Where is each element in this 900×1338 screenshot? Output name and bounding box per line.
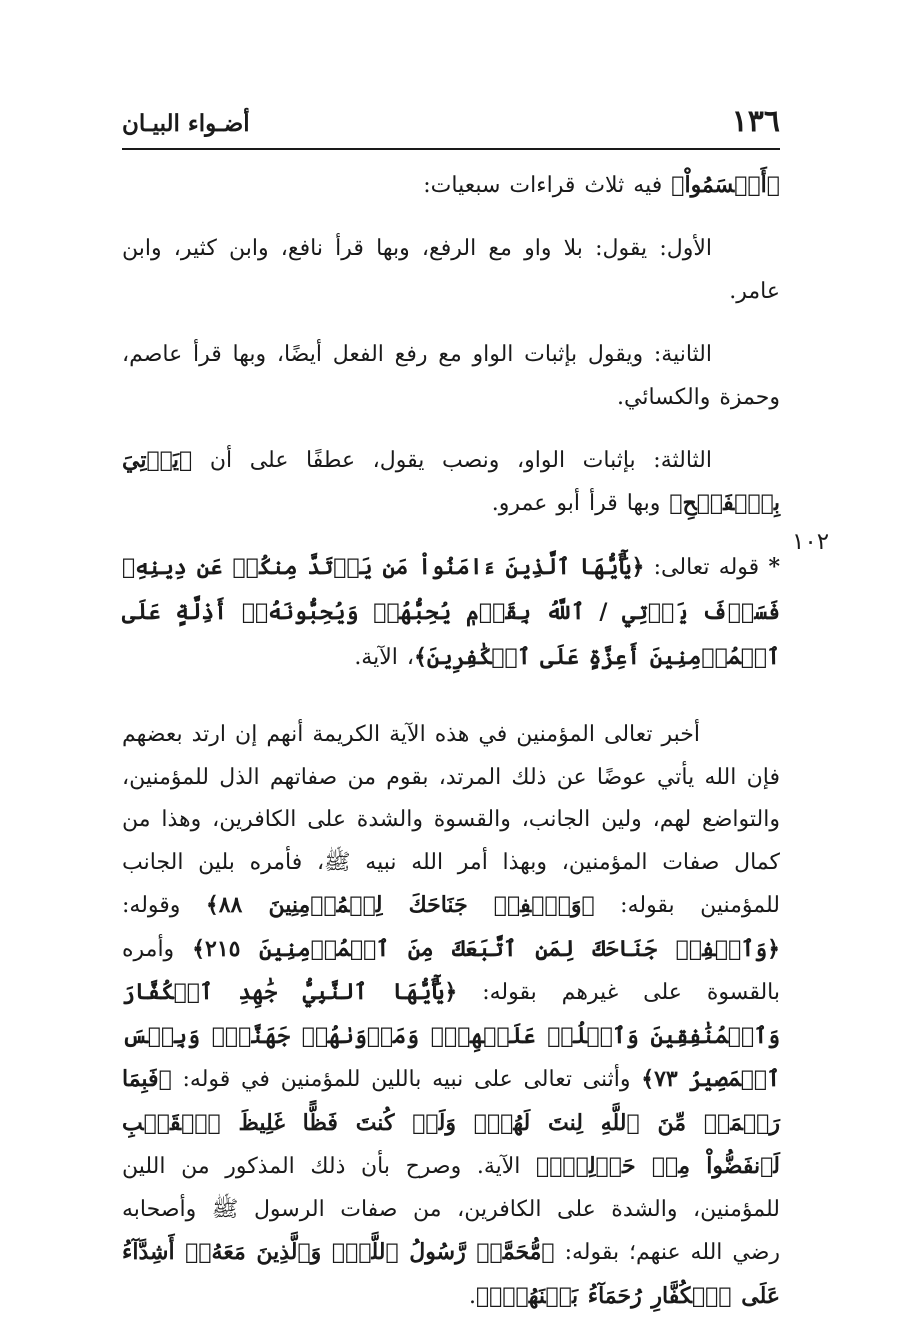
commentary-text: .	[468, 1283, 476, 1309]
page-body	[122, 164, 780, 1338]
commentary-text: أخبر تعالى المؤمنين في هذه الآية الكريمة أنهم إن ارتد بعضهم فإن الله يأتي عوضًا عن ذلك المرتد، بقوم من صفاتهم الذل للمؤمنين، والتواضع لهم، ولين الجانب، والقسوة والشدة على الكافرين، وهذا من كمال صفات المؤمنين، وبهذا أمر الله نبيه ﷺ، فأمره بلين الجانب للمؤمنين بقوله:	[122, 722, 780, 918]
verse-tail-text: ، الآية.	[354, 645, 414, 670]
quran-quote: ﴿يَأۡتِيَ بِٱلۡفَتۡحِ﴾	[122, 447, 780, 516]
commentary-text: وقوله:	[122, 893, 206, 918]
verse-star-marker: *	[768, 554, 780, 580]
verse-heading-paragraph	[122, 545, 780, 680]
quran-quote: ﴿وَٱخۡفِضۡ جَنَاحَكَ لِلۡمُؤۡمِنِينَ ٨٨﴾	[205, 892, 595, 918]
book-title: أضـواء البيـان	[122, 110, 250, 137]
reading-third-paragraph	[122, 439, 780, 525]
commentary-text: وأمره بالقسوة على غيرهم بقوله:	[122, 936, 780, 1005]
intro-text: فيه ثلاث قراءات سبعيات:	[423, 173, 672, 198]
reading-first-paragraph: الأول: يقول: بلا واو مع الرفع، وبها قرأ نافع، وابن كثير، وابن عامر.	[122, 236, 780, 304]
commentary-text: وأثنى تعالى على نبيه باللين للمؤمنين في قوله:	[171, 1067, 642, 1092]
quran-quote: ﴿يَٰٓأَيُّهَا ٱلنَّبِيُّ جَٰهِدِ ٱلۡكُفَّارَ وَٱلۡمُنَٰفِقِينَ وَٱغۡلُظۡ عَلَيۡهِمۡۚ وَمَأۡوَىٰهُمۡ جَهَنَّمُۖ وَبِئۡسَ ٱلۡمَصِيرُ ٧٣﴾	[122, 979, 780, 1092]
quran-quote: ﴿مُّحَمَّدٞ رَّسُولُ ٱللَّهِۚ وَٱلَّذِينَ مَعَهُۥٓ أَشِدَّآءُ عَلَى ٱلۡكُفَّارِ رُحَمَآءُ بَيۡنَهُمۡۖ﴾	[122, 1239, 780, 1309]
quran-verse: ﴿يَٰٓأَيُّهَا ٱلَّذِينَ ءَامَنُواْ مَن يَرۡتَدَّ مِنكُمۡ عَن دِينِهِۦ فَسَوۡفَ يَأۡتِي / ٱللَّهُ بِقَوۡمٖ يُحِبُّهُمۡ وَيُحِبُّونَهُۥٓ أَذِلَّةٍ عَلَى ٱلۡمُؤۡمِنِينَ أَعِزَّةٍ عَلَى ٱلۡكَٰفِرِينَ﴾	[122, 554, 780, 670]
page-header	[122, 100, 780, 150]
quran-quote: ﴿وَٱخۡفِضۡ جَنَاحَكَ لِمَنِ ٱتَّبَعَكَ مِنَ ٱلۡمُؤۡمِنِينَ ٢١٥﴾	[192, 935, 781, 962]
commentary-text: الآية. وصرح بأن ذلك المذكور من اللين للمؤمنين، والشدة على الكافرين، من صفات الرسول ﷺ وأصحابه رضي الله عنهم؛ بقوله:	[122, 1154, 781, 1265]
verse-lead-text: قوله تعالى:	[644, 555, 769, 580]
page-number: ١٣٦	[731, 104, 780, 139]
reading-second-paragraph: الثانية: ويقول بإثبات الواو مع رفع الفعل أيضًا، وبها قرأ عاصم، وحمزة والكسائي.	[122, 342, 780, 410]
intro-paragraph	[122, 164, 780, 207]
reading-third-end: وبها قرأ أبو عمرو.	[491, 491, 670, 516]
reading-third-text: الثالثة: بإثبات الواو، ونصب يقول، عطفًا على أن	[192, 448, 712, 473]
margin-page-reference: ١٠٢	[792, 529, 830, 555]
quran-quote: ﴿أَقۡسَمُواْ﴾	[671, 172, 780, 198]
commentary-paragraph	[122, 714, 780, 1318]
quran-quote: ﴿فَبِمَا رَحۡمَةٖ مِّنَ ٱللَّهِ لِنتَ لَهُمۡۖ وَلَوۡ كُنتَ فَظًّا غَلِيظَ ٱلۡقَلۡبِ لَٱنفَضُّواْ مِنۡ حَوۡلِكَۖ﴾	[122, 1066, 780, 1179]
